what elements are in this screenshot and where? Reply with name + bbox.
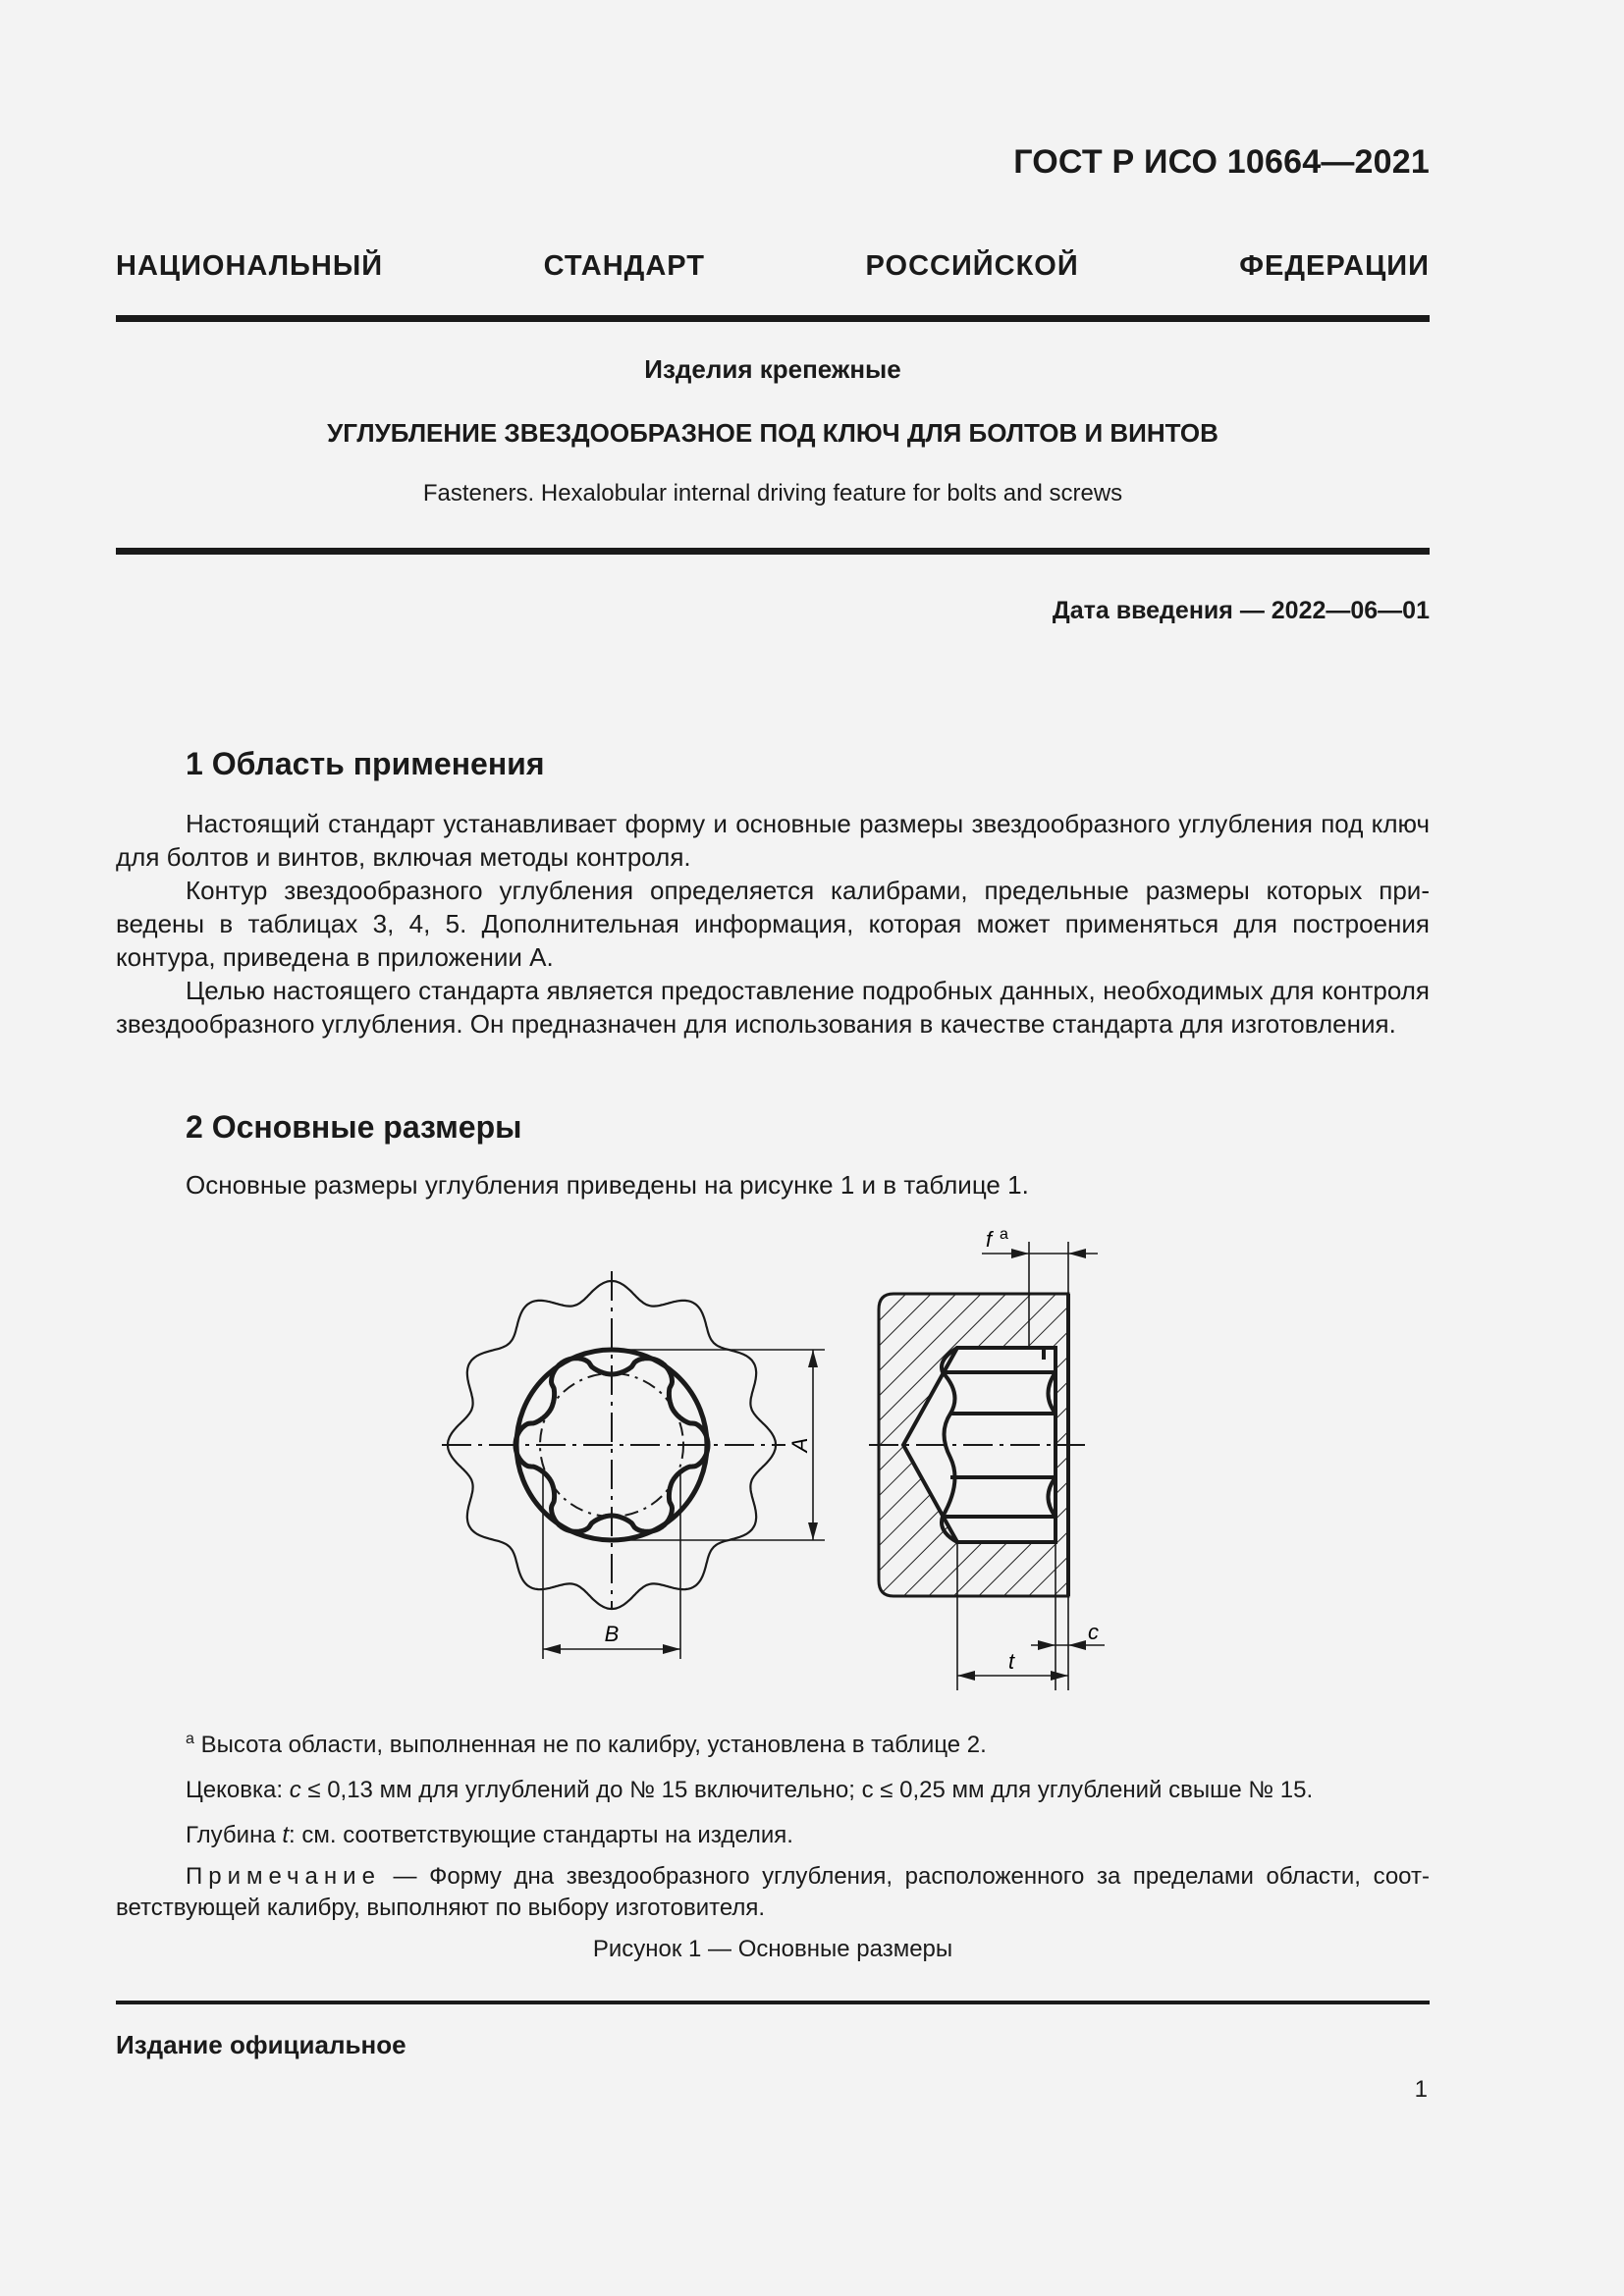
figure-note	[116, 1861, 1430, 1924]
depth-note: Глубина t: см. соответствующие стандарты на изделия.	[186, 1822, 793, 1848]
dim-b-arrow-left	[543, 1644, 561, 1654]
dim-t-arrow-left	[957, 1671, 975, 1681]
dim-t-arrow-right	[1051, 1671, 1068, 1681]
document-number: ГОСТ Р ИСО 10664—2021	[1013, 143, 1430, 181]
english-title: Fasteners. Hexalobular internal driving feature for bolts and screws	[422, 480, 1123, 507]
footnote-a: $^a$ Высота области, выполненная не по калибру, установлена в таблице 2.	[186, 1731, 987, 1758]
title-rule	[116, 548, 1430, 555]
dim-c-arrow-right	[1068, 1640, 1086, 1650]
dim-a-label: A	[787, 1437, 812, 1453]
section-1-paragraph-3: Целью настоящего стандарта является предоставление подробных данных, необходимых для контроля звездообразного углубления. Он предназначен для использования в качестве стандарта для изготовления.	[116, 976, 1430, 1039]
countersink-note: Цековка: c ≤ 0,13 мм для углублений до № 15 включительно; c ≤ 0,25 мм для углублений свыше № 15.	[186, 1777, 1314, 1803]
note-text: — Форму дна звездообразного углубления, расположенного за пределами области, соответствующей калибру, выполняют по выбору изготовителя.	[116, 1863, 1430, 1921]
dim-c-label: c	[1088, 1620, 1099, 1644]
dim-f-superscript: a	[1000, 1226, 1008, 1243]
section-1-paragraph-1: Настоящий стандарт устанавливает форму и основные размеры звездообразного углубления под ключ для болтов и винтов, включая методы контроля.	[116, 809, 1430, 872]
dim-c-arrow-left	[1038, 1640, 1056, 1650]
section-2-paragraph: Основные размеры углубления приведены на рисунке 1 и в таблице 1.	[186, 1170, 1029, 1200]
dim-f-arrow-left	[1011, 1249, 1029, 1258]
section-1-heading: 1 Область применения	[186, 746, 545, 781]
section-2-heading: 2 Основные размеры	[186, 1109, 522, 1145]
national-standard-banner: НАЦИОНАЛЬНЫЙ СТАНДАРТ РОССИЙСКОЙ ФЕДЕРАЦИИ	[116, 250, 1430, 282]
top-rule	[116, 315, 1430, 322]
dim-f-label: f	[986, 1227, 993, 1252]
footer-rule	[116, 2001, 1430, 2004]
introduction-date: Дата введения — 2022—06—01	[1052, 597, 1430, 624]
dim-b-label: B	[604, 1622, 620, 1646]
section-1-paragraph-2: Контур звездообразного углубления определяется калибрами, предельные размеры которых приведены в таблицах 3, 4, 5. Дополнительная информация, которая может применяться для построения контура, приведена в приложении А.	[116, 876, 1430, 972]
dim-a-arrow-bottom	[808, 1522, 818, 1540]
standard-subtitle: Изделия крепежные	[644, 354, 901, 384]
section-1-body	[116, 807, 1430, 1041]
figure-caption: Рисунок 1 — Основные размеры	[592, 1936, 953, 1962]
dim-b-arrow-right	[663, 1644, 680, 1654]
standard-title: УГЛУБЛЕНИЕ ЗВЕЗДООБРАЗНОЕ ПОД КЛЮЧ ДЛЯ БОЛТОВ И ВИНТОВ	[327, 418, 1218, 448]
dim-t-label: t	[1007, 1649, 1015, 1674]
figure-1-drawing	[422, 1222, 1129, 1703]
page-number: 1	[1414, 2076, 1428, 2103]
note-label: Примечание	[186, 1863, 381, 1890]
official-edition: Издание официальное	[116, 2030, 406, 2059]
dim-f-arrow-right	[1068, 1249, 1086, 1258]
dim-a-arrow-top	[808, 1350, 818, 1367]
figure-notes	[186, 1724, 1430, 1851]
